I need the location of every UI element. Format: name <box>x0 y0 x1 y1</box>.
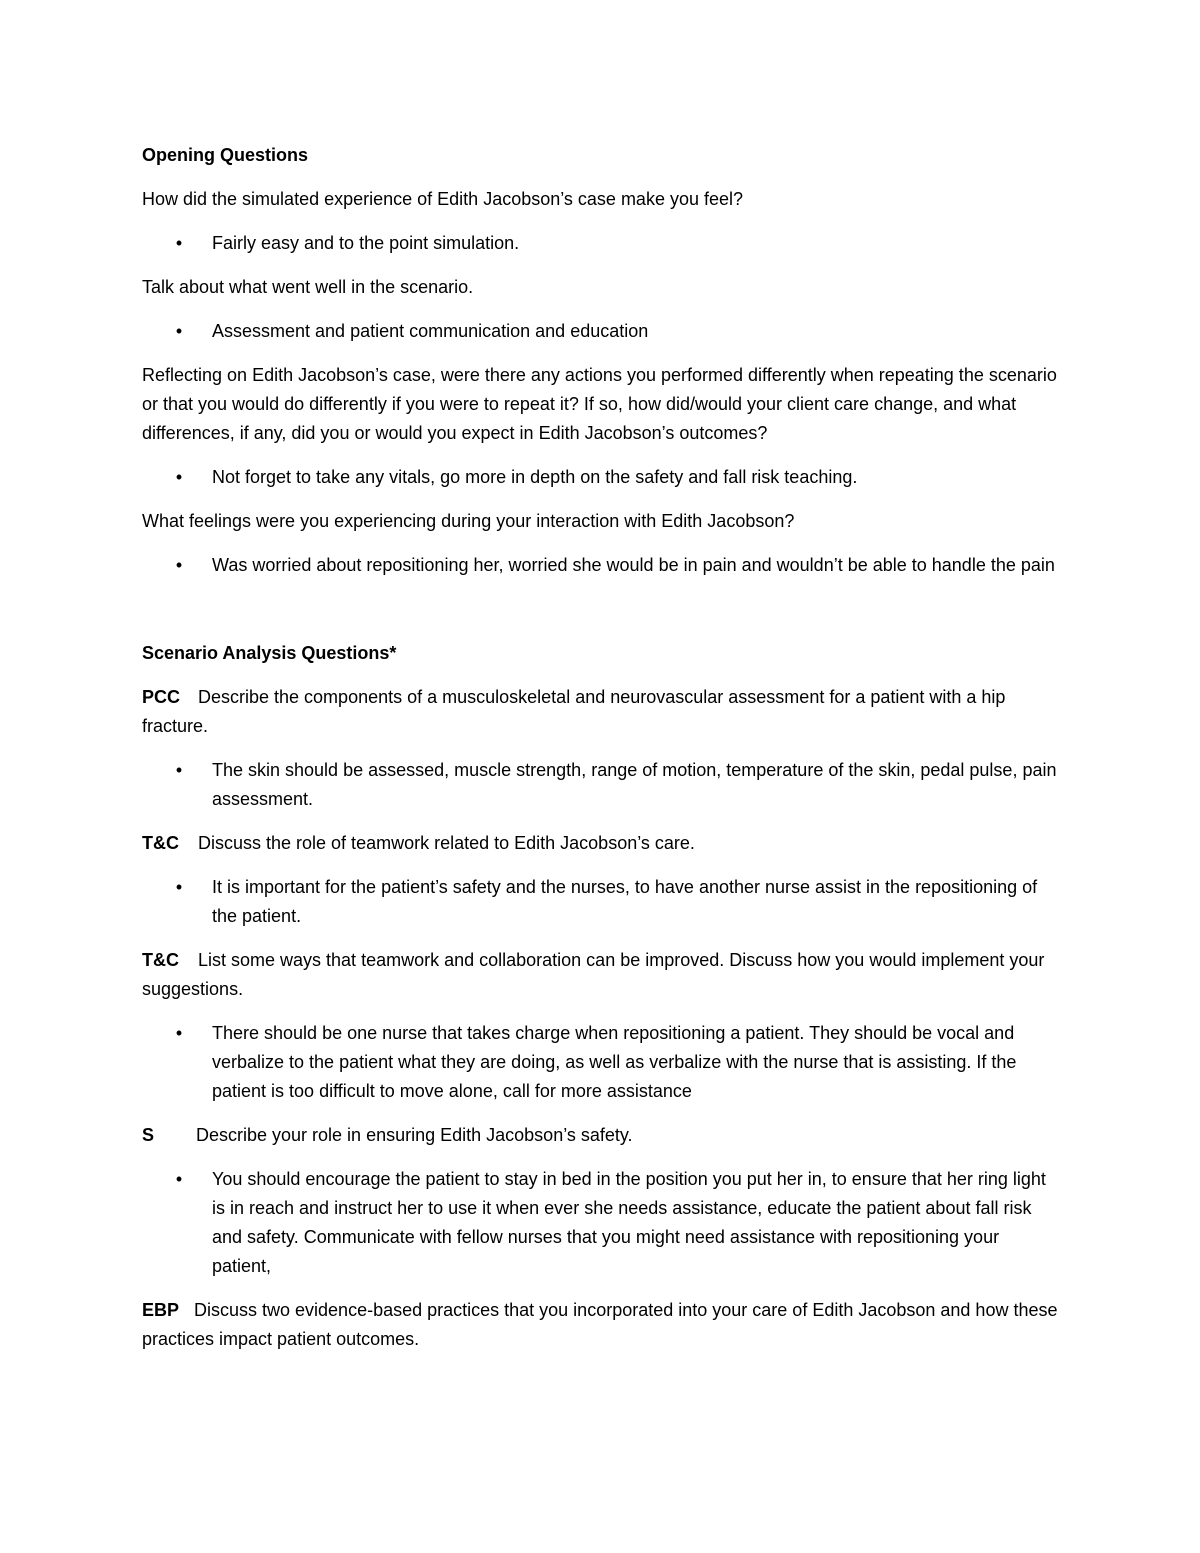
bullet-icon: • <box>175 877 183 897</box>
opening-question-2: Talk about what went well in the scenario. <box>142 277 474 297</box>
analysis-answer-list-1 <box>142 756 1062 814</box>
question-text: Discuss the role of teamwork related to Edith Jacobson’s care. <box>198 833 695 853</box>
opening-answer-2 <box>142 317 1062 346</box>
opening-answer-3 <box>142 463 1062 492</box>
question-code: T&C <box>142 833 179 853</box>
question-code: S <box>142 1125 155 1145</box>
opening-answer-list-4 <box>142 551 1062 580</box>
opening-answer-list-2 <box>142 317 1062 346</box>
bullet-icon: • <box>175 1023 183 1043</box>
analysis-answer-4 <box>142 1165 1062 1281</box>
opening-answer-list-3 <box>142 463 1062 492</box>
answer-text: There should be one nurse that takes charge when repositioning a patient. They should be vocal and verbalize to the patient what they are doing, as well as verbalize with the nurse that is assisting. If the patient is too difficult to move alone, call for more assistance <box>212 1023 1017 1101</box>
opening-answer-1 <box>142 229 1062 258</box>
answer-text: Was worried about repositioning her, worried she would be in pain and wouldn’t be able to handle the pain <box>212 555 1055 575</box>
scenario-analysis-heading: Scenario Analysis Questions* <box>142 643 397 663</box>
bullet-icon: • <box>175 760 183 780</box>
opening-question-1: How did the simulated experience of Edith Jacobson’s case make you feel? <box>142 189 744 209</box>
bullet-icon: • <box>175 467 183 487</box>
opening-questions-heading: Opening Questions <box>142 145 309 165</box>
answer-text: Fairly easy and to the point simulation. <box>212 233 520 253</box>
question-code: T&C <box>142 950 179 970</box>
analysis-answer-1 <box>142 756 1062 814</box>
analysis-question-3 <box>142 946 1062 1004</box>
answer-text: Not forget to take any vitals, go more in depth on the safety and fall risk teaching. <box>212 467 858 487</box>
opening-answer-4 <box>142 551 1062 580</box>
opening-question-3: Reflecting on Edith Jacobson’s case, were there any actions you performed differently when repeating the scenario or that you would do differently if you were to repeat it? If so, how did/would your client care change, and what differences, if any, did you or would you expect in Edith Jacobson’s outcomes? <box>142 365 1057 443</box>
bullet-icon: • <box>175 1169 183 1189</box>
answer-text: The skin should be assessed, muscle strength, range of motion, temperature of the skin, pedal pulse, pain assessment. <box>212 760 1057 809</box>
answer-text: Assessment and patient communication and education <box>212 321 649 341</box>
opening-answer-list-1 <box>142 229 1062 258</box>
analysis-answer-3 <box>142 1019 1062 1106</box>
analysis-answer-list-3 <box>142 1019 1062 1106</box>
analysis-answer-2 <box>142 873 1062 931</box>
bullet-icon: • <box>175 555 183 575</box>
question-code: PCC <box>142 687 181 707</box>
analysis-question-1 <box>142 683 1062 741</box>
analysis-answer-list-2 <box>142 873 1062 931</box>
analysis-answer-list-4 <box>142 1165 1062 1281</box>
answer-text: It is important for the patient’s safety and the nurses, to have another nurse assist in the repositioning of the patient. <box>212 877 1038 926</box>
analysis-question-4 <box>142 1121 1062 1150</box>
document-content <box>142 140 1062 1354</box>
opening-question-4: What feelings were you experiencing during your interaction with Edith Jacobson? <box>142 511 795 531</box>
answer-text: You should encourage the patient to stay in bed in the position you put her in, to ensure that her ring light is in reach and instruct her to use it when ever she needs assistance, educate the patient about fall risk and safety. Communicate with fellow nurses that you might need assistance with repositioning your patient, <box>212 1169 1046 1276</box>
question-text: Describe your role in ensuring Edith Jacobson’s safety. <box>196 1125 633 1145</box>
question-text: Describe the components of a musculoskeletal and neurovascular assessment for a patient with a hip fracture. <box>142 687 1006 736</box>
analysis-question-5 <box>142 1296 1062 1354</box>
question-code: EBP <box>142 1300 180 1320</box>
analysis-question-2 <box>142 829 1062 858</box>
question-text: Discuss two evidence-based practices that you incorporated into your care of Edith Jacobson and how these practices impact patient outcomes. <box>142 1300 1058 1349</box>
question-text: List some ways that teamwork and collaboration can be improved. Discuss how you would implement your suggestions. <box>142 950 1045 999</box>
bullet-icon: • <box>175 233 183 253</box>
bullet-icon: • <box>175 321 183 341</box>
